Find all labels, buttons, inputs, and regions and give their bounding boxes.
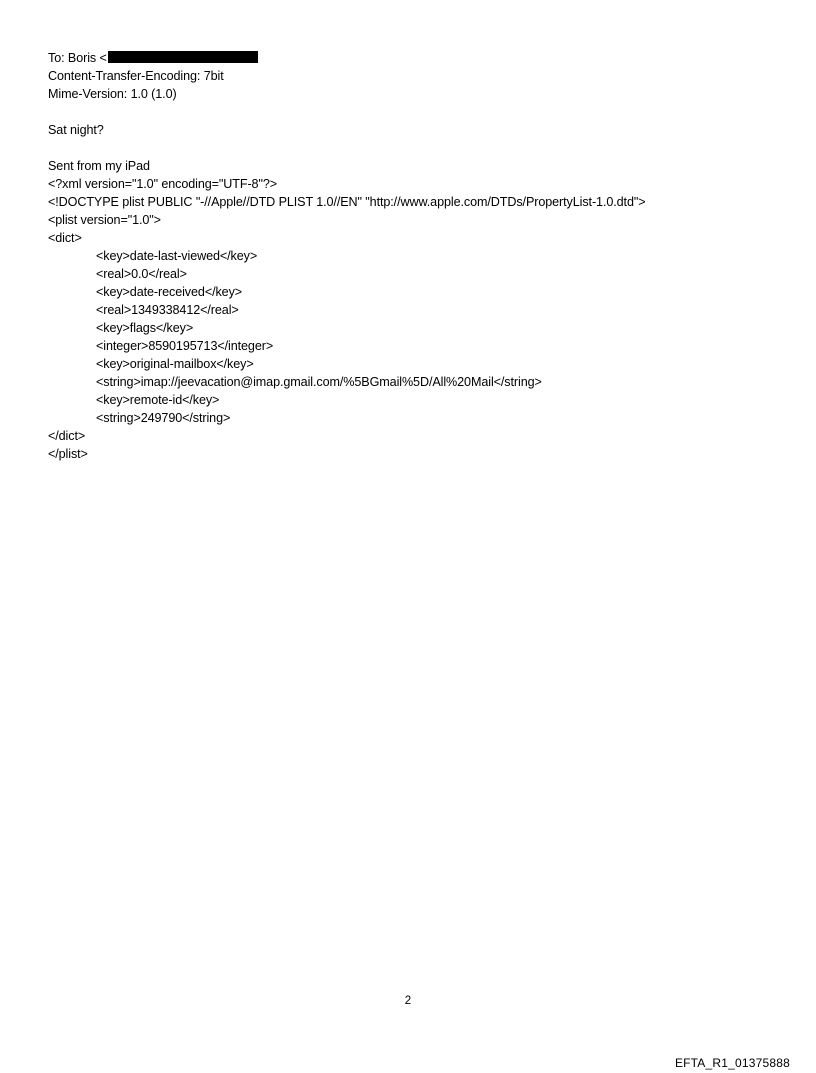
mime-version-line: Mime-Version: 1.0 (1.0) [48, 87, 177, 101]
message-body: Sat night? [48, 123, 104, 137]
plist-entry-line: <key>date-last-viewed</key> [96, 249, 258, 263]
page-number: 2 [404, 995, 412, 1007]
plist-entry-line: <key>original-mailbox</key> [96, 357, 254, 371]
plist-entry-line: <key>remote-id</key> [96, 393, 220, 407]
redaction-bar [108, 51, 258, 63]
plist-close-line: </plist> [48, 447, 88, 461]
spacer [48, 103, 788, 121]
bates-number: EFTA_R1_01375888 [674, 1056, 790, 1070]
to-text: To: Boris < [48, 51, 107, 65]
signature-line: Sent from my iPad [48, 159, 150, 173]
plist-entry-line: <string>249790</string> [96, 411, 231, 425]
plist-entry-line: <key>date-received</key> [96, 285, 243, 299]
spacer [48, 139, 788, 157]
xml-declaration-line: <?xml version="1.0" encoding="UTF-8"?> [48, 177, 277, 191]
dict-close-line: </dict> [48, 429, 86, 443]
plist-entry-line: <string>imap://jeevacation@imap.gmail.com/%5BGmail%5D/All%20Mail</string> [96, 375, 542, 389]
dict-open-line: <dict> [48, 231, 82, 245]
plist-entry-line: <integer>8590195713</integer> [96, 339, 274, 353]
content-transfer-encoding-line: Content-Transfer-Encoding: 7bit [48, 69, 224, 83]
plist-entry-line: <real>1349338412</real> [96, 303, 239, 317]
doctype-line: <!DOCTYPE plist PUBLIC "-//Apple//DTD PLIST 1.0//EN" "http://www.apple.com/DTDs/PropertyList-1.0.dtd"> [48, 195, 646, 209]
to-line [48, 49, 788, 67]
plist-entry-line: <real>0.0</real> [96, 267, 187, 281]
plist-entry-line: <key>flags</key> [96, 321, 194, 335]
plist-open-line: <plist version="1.0"> [48, 213, 161, 227]
email-document [48, 49, 788, 463]
